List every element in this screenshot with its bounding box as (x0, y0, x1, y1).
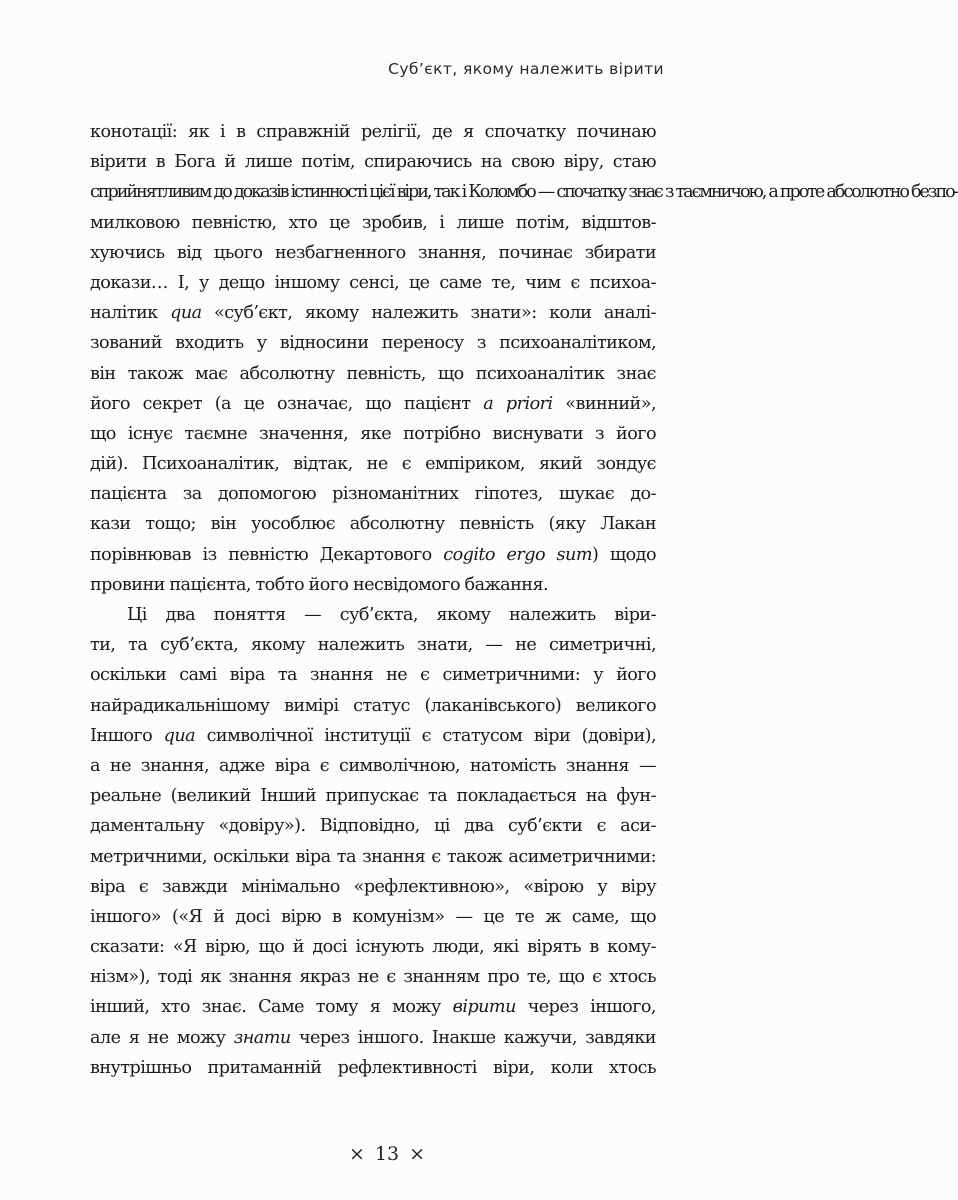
text-line: конотації: як і в справжній релігії, де я спочатку починаю (90, 122, 656, 142)
text-line: порівнював із певністю Декартового cogito ergo sum) щодо (90, 544, 656, 565)
text-line: інший, хто знає. Саме тому я можу вірити через іншого, (90, 997, 656, 1018)
text-line: Іншого qua символічної інституції є статусом віри (довіри), (90, 725, 656, 746)
text-line: милковою певністю, хто це зробив, і лише потім, відштов- (90, 212, 656, 233)
text-line: провини пацієнта, тобто його несвідомого бажання. (90, 574, 549, 595)
text-line: а не знання, адже віра є символічною, натомість знання — (90, 755, 656, 776)
text-line: внутрішньо притаманній рефлективності віри, коли хтось (90, 1057, 656, 1078)
running-head: Суб’єкт, якому належить вірити (388, 60, 664, 78)
text-line: віра є завжди мінімально «рефлективною», «вірою у віру (90, 876, 656, 897)
text-line: ти, та суб’єкта, якому належить знати, — не симетричні, (90, 635, 656, 656)
text-line: дій). Психоаналітик, відтак, не є емпіриком, який зондує (90, 454, 656, 475)
body-text (90, 117, 958, 1083)
text-line: докази… І, у дещо іншому сенсі, це саме те, чим є психоа- (90, 272, 656, 293)
text-line: метричними, оскільки віра та знання є також асиметричними: (90, 846, 656, 867)
text-line: пацієнта за допомогою різноманітних гіпотез, шукає до- (90, 484, 656, 505)
text-line: реальне (великий Інший припускає та покладається на фун- (90, 786, 656, 807)
text-line: Ці два поняття — суб’єкта, якому належить віри- (127, 605, 656, 625)
text-line: що існує таємне значення, яке потрібно виснувати з його (90, 423, 656, 444)
text-line: даментальну «довіру»). Відповідно, ці два суб’єкти є аси- (90, 816, 656, 837)
text-line: вірити в Бога й лише потім, спираючись на свою віру, стаю (90, 152, 656, 173)
text-line: сказати: «Я вірю, що й досі існують люди, які вірять в кому- (90, 937, 656, 958)
text-line: найрадикальнішому вимірі статус (лаканівського) великого (90, 695, 656, 716)
text-line: сприйнятливим до доказів істинності цієї віри, так і Коломбо — спочатку знає з таємничою, а проте абсолютно безпо- (90, 182, 958, 203)
text-line: його секрет (а це означає, що пацієнт a priori «винний», (90, 393, 656, 414)
text-line: але я не можу знати через іншого. Інакше кажучи, завдяки (90, 1027, 656, 1048)
text-line: зований входить у відносини переносу з психоаналітиком, (90, 333, 656, 354)
text-line: оскільки самі віра та знання не є симетричними: у його (90, 665, 656, 686)
page-number: × 13 × (348, 1143, 426, 1165)
text-line: налітик qua «суб’єкт, якому належить знати»: коли аналі- (90, 303, 656, 324)
text-line: іншого» («Я й досі вірю в комунізм» — це те ж саме, що (90, 906, 656, 927)
text-line: хуючись від цього незбагненного знання, починає збирати (90, 242, 656, 263)
text-line: він також має абсолютну певність, що психоаналітик знає (90, 363, 656, 384)
text-line: нізм»), тоді як знання якраз не є знанням про те, що є хтось (90, 967, 656, 988)
text-line: кази тощо; він уособлює абсолютну певність (яку Лакан (90, 514, 656, 535)
